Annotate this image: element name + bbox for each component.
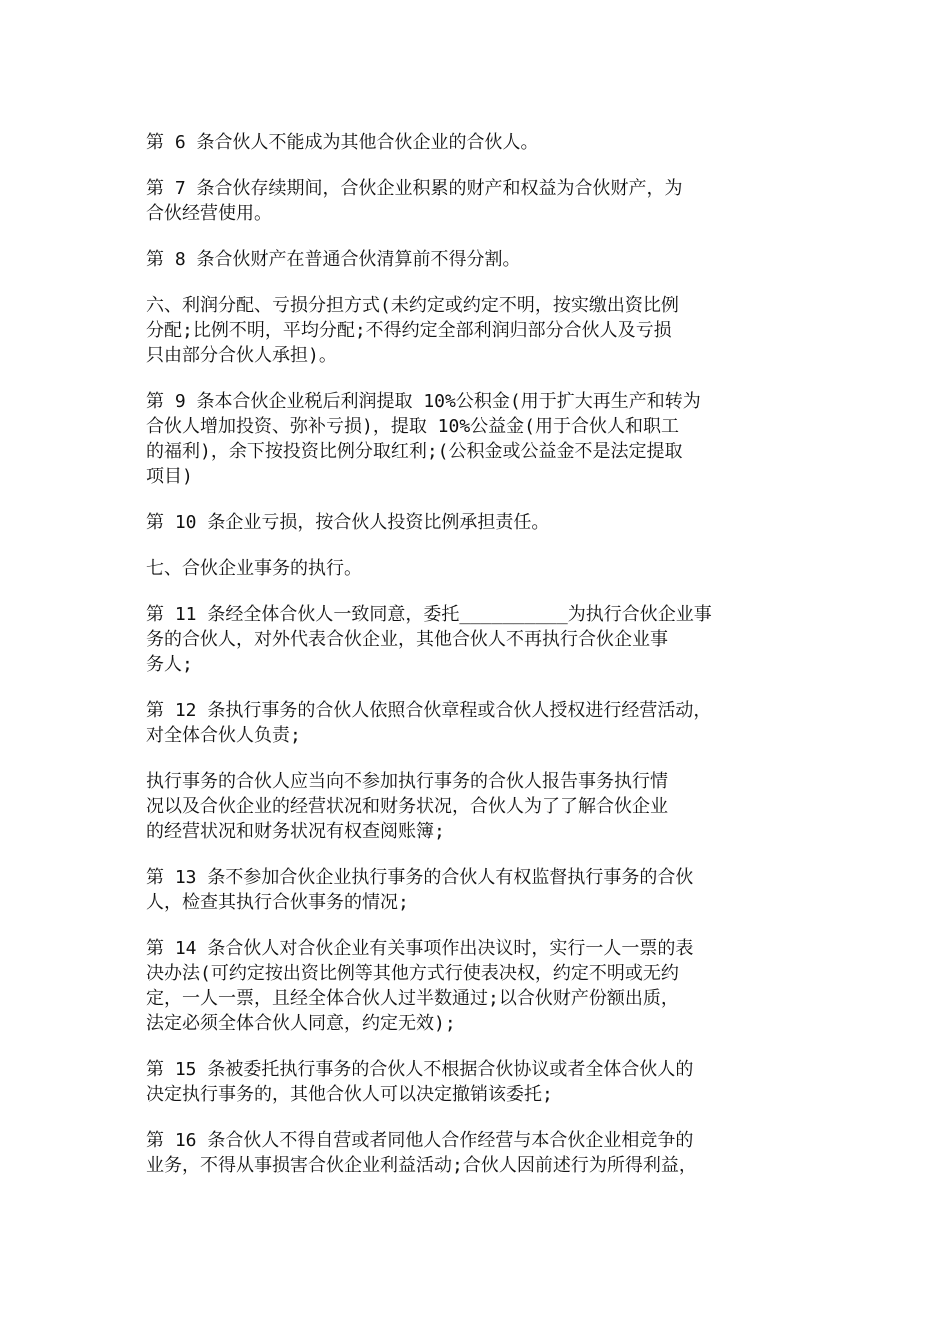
paragraph-article-11: 第 11 条经全体合伙人一致同意，委托__________为执行合伙企业事 务的合伙人，对外代表合伙企业，其他合伙人不再执行合伙企业事 务人;	[146, 604, 712, 675]
section-heading-affairs-execution: 七、合伙企业事务的执行。	[146, 558, 362, 579]
paragraph-article-6: 第 6 条合伙人不能成为其他合伙企业的合伙人。	[146, 132, 539, 153]
paragraph-article-14: 第 14 条合伙人对合伙企业有关事项作出决议时，实行一人一票的表 决办法(可约定按出资比例等其他方式行使表决权，约定不明或无约 定，一人一票，且经全体合伙人过半数通过;以合伙财产份额出质， 法定必须全体合伙人同意，约定无效);	[146, 938, 694, 1034]
paragraph-article-16: 第 16 条合伙人不得自营或者同他人合作经营与本合伙企业相竞争的 业务，不得从事损害合伙企业利益活动;合伙人因前述行为所得利益，	[146, 1130, 697, 1176]
paragraph-article-8: 第 8 条合伙财产在普通合伙清算前不得分割。	[146, 249, 521, 270]
document-page	[146, 130, 808, 1199]
paragraph-reporting-duty: 执行事务的合伙人应当向不参加执行事务的合伙人报告事务执行情 况以及合伙企业的经营状况和财务状况，合伙人为了了解合伙企业 的经营状况和财务状况有权查阅账簿;	[146, 771, 668, 842]
paragraph-article-9: 第 9 条本合伙企业税后利润提取 10%公积金(用于扩大再生产和转为 合伙人增加投资、弥补亏损)，提取 10%公益金(用于合伙人和职工 的福利)，余下按投资比例分取红利;(公积金或公益金不是法定提取 项目)	[146, 391, 701, 487]
paragraph-article-12: 第 12 条执行事务的合伙人依照合伙章程或合伙人授权进行经营活动， 对全体合伙人负责;	[146, 700, 712, 746]
section-heading-profit-distribution: 六、利润分配、亏损分担方式(未约定或约定不明，按实缴出资比例 分配;比例不明，平均分配;不得约定全部利润归部分合伙人及亏损 只由部分合伙人承担)。	[146, 295, 679, 366]
paragraph-article-10: 第 10 条企业亏损，按合伙人投资比例承担责任。	[146, 512, 550, 533]
paragraph-article-13: 第 13 条不参加合伙企业执行事务的合伙人有权监督执行事务的合伙 人，检查其执行合伙事务的情况;	[146, 867, 694, 913]
paragraph-article-7: 第 7 条合伙存续期间，合伙企业积累的财产和权益为合伙财产，为 合伙经营使用。	[146, 178, 683, 224]
paragraph-article-15: 第 15 条被委托执行事务的合伙人不根据合伙协议或者全体合伙人的 决定执行事务的，其他合伙人可以决定撤销该委托;	[146, 1059, 694, 1105]
